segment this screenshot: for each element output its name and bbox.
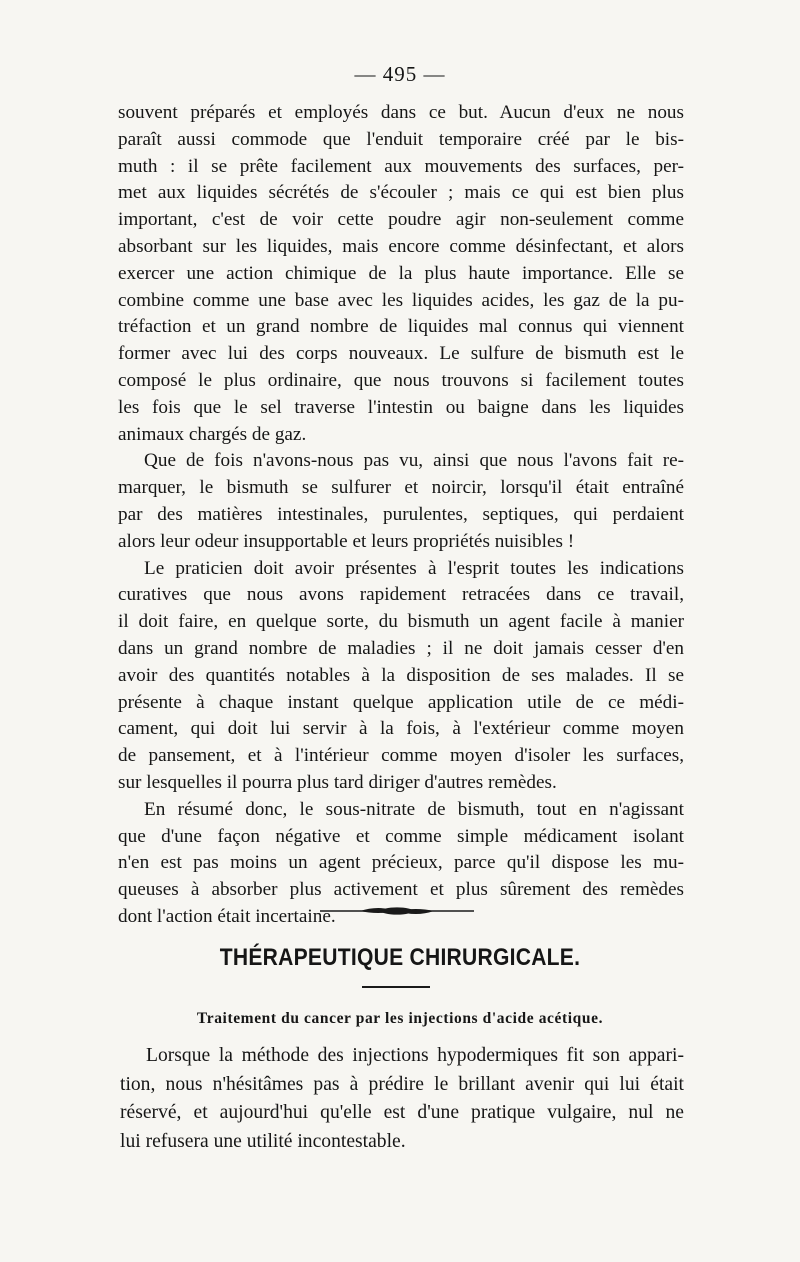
text-line: il doit faire, en quelque sorte, du bismuth un agent facile à manier: [118, 611, 684, 633]
text-line: combine comme une base avec les liquides acides, les gaz de la pu-: [118, 289, 684, 311]
text-line: présente à chaque instant quelque application utile de ce médi-: [118, 691, 684, 713]
text-line: souvent préparés et employés dans ce but. Aucun d'eux ne nous: [118, 102, 684, 123]
text-line: dont l'action était incertaine.: [118, 905, 336, 927]
text-line: tion, nous n'hésitâmes pas à prédire le brillant avenir qui lui était: [120, 1073, 684, 1095]
text-line: avoir des quantités notables à la disposition de ses malades. Il se: [118, 664, 684, 686]
text-line: important, c'est de voir cette poudre agir non-seulement comme: [118, 209, 684, 231]
ornament-divider: [318, 906, 476, 916]
text-line: Que de fois n'avons-nous pas vu, ainsi que nous l'avons fait re-: [144, 450, 684, 472]
text-line: tréfaction et un grand nombre de liquides mal connus qui viennent: [118, 316, 684, 338]
text-line: paraît aussi commode que l'enduit temporaire créé par le bis-: [118, 128, 684, 150]
page-number: — 495 —: [354, 62, 446, 86]
text-line: marquer, le bismuth se sulfurer et noircir, lorsqu'il était entraîné: [118, 477, 684, 499]
text-line: réservé, et aujourd'hui qu'elle est d'une pratique vulgaire, nul ne: [120, 1102, 684, 1123]
text-line: n'en est pas moins un agent précieux, parce qu'il dispose les mu-: [118, 852, 684, 874]
text-line: cament, qui doit lui servir à la fois, à l'extérieur comme moyen: [118, 718, 684, 740]
text-line: les fois que le sel traverse l'intestin ou baigne dans les liquides: [118, 396, 684, 418]
body-text: [118, 100, 684, 931]
text-line: met aux liquides sécrétés de s'écouler ; mais ce qui est bien plus: [118, 182, 684, 204]
text-line: alors leur odeur insupportable et leurs propriétés nuisibles !: [118, 530, 575, 552]
text-line: former avec lui des corps nouveaux. Le sulfure de bismuth est le: [118, 343, 684, 365]
text-line: exercer une action chimique de la plus haute importance. Elle se: [118, 262, 684, 284]
text-line: curatives que nous avons rapidement retracées dans ce travail,: [118, 584, 684, 606]
title-rule: [362, 986, 430, 988]
text-line: composé le plus ordinaire, que nous trouvons si facilement toutes: [118, 369, 684, 391]
text-line: muth : il se prête facilement aux mouvements des surfaces, per-: [118, 155, 684, 177]
section-subtitle: Traitement du cancer par les injections d'acide acétique.: [196, 1010, 604, 1027]
text-line: dans un grand nombre de maladies ; il ne doit jamais cesser d'en: [118, 637, 684, 659]
text-line: que d'une façon négative et comme simple médicament isolant: [118, 825, 684, 847]
text-line: sur lesquelles il pourra plus tard diriger d'autres remèdes.: [118, 771, 557, 793]
text-line: animaux chargés de gaz.: [118, 423, 307, 445]
text-line: En résumé donc, le sous-nitrate de bismuth, tout en n'agissant: [144, 798, 684, 820]
text-line: par des matières intestinales, purulentes, septiques, qui perdaient: [118, 503, 684, 525]
text-line: absorbant sur les liquides, mais encore comme désinfectant, et alors: [118, 235, 684, 257]
section-title: THÉRAPEUTIQUE CHIRURGICALE.: [219, 944, 581, 971]
text-line: queuses à absorber plus activement et plus sûrement des remèdes: [118, 879, 684, 901]
text-line: Le praticien doit avoir présentes à l'esprit toutes les indications: [144, 557, 684, 579]
text-line: de pansement, et à l'intérieur comme moyen d'isoler les surfaces,: [118, 745, 684, 767]
section-text: [120, 1042, 684, 1156]
text-line: lui refusera une utilité incontestable.: [120, 1130, 406, 1152]
text-line: Lorsque la méthode des injections hypodermiques fit son appari-: [146, 1045, 684, 1066]
